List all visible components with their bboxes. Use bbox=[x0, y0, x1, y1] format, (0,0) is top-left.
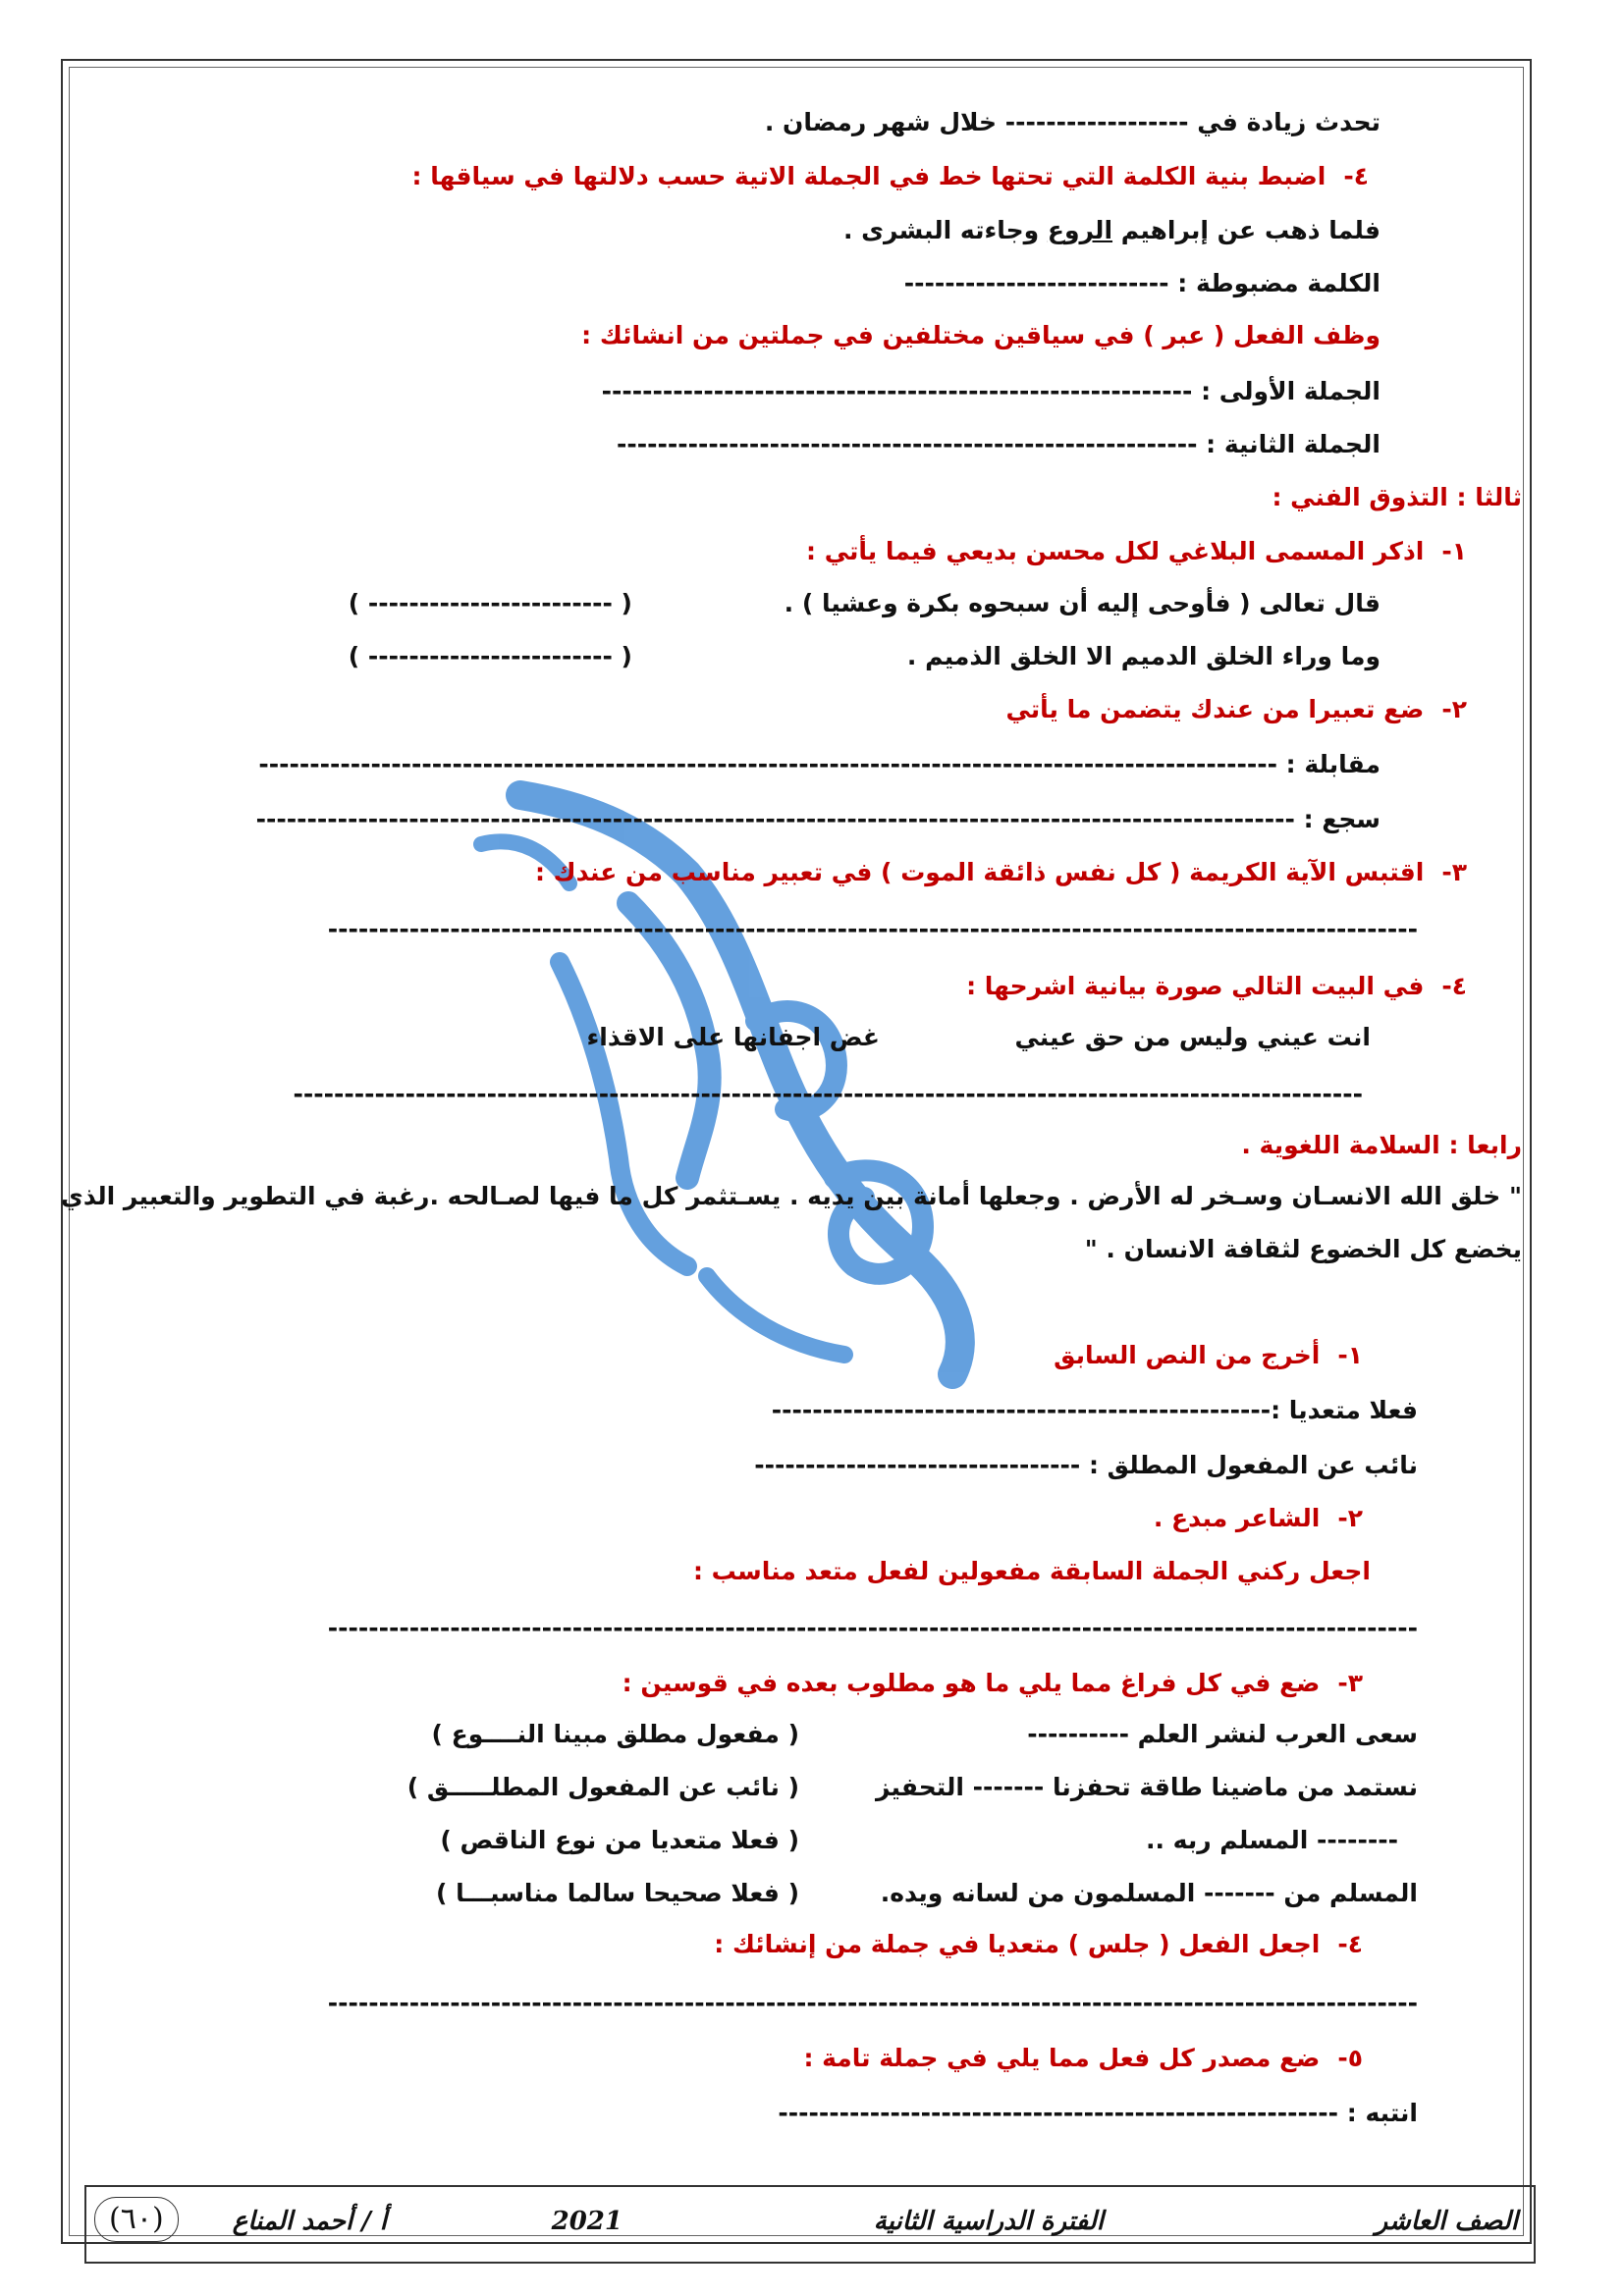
question-number: ١- bbox=[1337, 1341, 1363, 1369]
instruction-two-objects: اجعل ركني الجملة السابقة مفعولين لفعل متعد مناسب : bbox=[692, 1557, 1371, 1585]
question-text: الشاعر مبدع . bbox=[1153, 1504, 1321, 1532]
line-fill-ramadan: تحدث زيادة في ------------------ خلال شهر رمضان . bbox=[764, 108, 1380, 136]
blank-requirement-4: ( فعلا صحيحا سالما مناسبـــا ) bbox=[435, 1879, 799, 1907]
blank-requirement-1: ( مفعول مطلق مبينا النــــوع ) bbox=[431, 1720, 799, 1748]
footer-grade: الصف العاشر bbox=[1375, 2207, 1518, 2236]
answer-line-pay-attention[interactable]: انتبه : ------------------------------------------------------- bbox=[778, 2099, 1418, 2127]
answer-line-imagery[interactable]: --------------------------------------------------------------------------------------------------------- bbox=[293, 1080, 1363, 1108]
example-verse-1: قال تعالى ( فأوحى إليه أن سبحوه بكرة وعشيا ) . bbox=[784, 589, 1380, 617]
answer-bracket-2[interactable]: ( ------------------------ ) bbox=[348, 642, 632, 670]
question-text: اذكر المسمى البلاغي لكل محسن بديعي فيما يأتي : bbox=[806, 537, 1425, 565]
answer-line-transitive-verb[interactable]: فعلا متعديا :------------------------------------------------- bbox=[771, 1396, 1418, 1424]
blank-sentence-3[interactable]: -------- المسلم ربه .. bbox=[1145, 1826, 1398, 1854]
blank-sentence-4[interactable]: المسلم من ------- المسلمون من لسانه ويده. bbox=[880, 1879, 1418, 1907]
question-2-sentence bbox=[1154, 1502, 1363, 1535]
question-4-heading bbox=[412, 160, 1369, 193]
sentence-with-underline bbox=[843, 214, 1380, 247]
passage-line-1: " خلق الله الانسـان وسـخر له الأرض . وجعلها أمانة بين يديه . يسـتثمر كل ما فيها لصـالحه .رغبة في التطوير والتعبير الذي bbox=[60, 1182, 1522, 1210]
question-text: اضبط بنية الكلمة التي تحتها خط في الجملة الاتية حسب دلالتها في سياقها : bbox=[411, 162, 1326, 190]
question-number: ٢- bbox=[1441, 695, 1467, 723]
section-heading-language-accuracy: رابعا : السلامة اللغوية . bbox=[1241, 1131, 1522, 1159]
question-number: ٤- bbox=[1337, 1930, 1363, 1958]
question-text: اجعل الفعل ( جلس ) متعديا في جملة من إنشائك : bbox=[714, 1930, 1321, 1958]
question-text: ضع في كل فراغ مما يلي ما هو مطلوب بعده في قوسين : bbox=[622, 1669, 1321, 1697]
section-heading-artistic-taste: ثالثا : التذوق الفني : bbox=[1272, 483, 1522, 511]
footer-year: 2021 bbox=[551, 2207, 623, 2236]
answer-line-two-objects[interactable]: ----------------------------------------------------------------------------------------------------------- bbox=[327, 1614, 1418, 1642]
question-text: ضع تعبيرا من عندك يتضمن ما يأتي bbox=[1005, 695, 1425, 723]
question-number: ٤- bbox=[1343, 162, 1369, 190]
question-1-extract bbox=[1054, 1339, 1363, 1372]
passage-line-2: يخضع كل الخضوع لثقافة الانسان . " bbox=[1084, 1235, 1522, 1263]
answer-line-quote[interactable]: ----------------------------------------------------------------------------------------------------------- bbox=[327, 915, 1418, 943]
question-2-expression bbox=[1005, 693, 1467, 726]
sentence-part: وجاءته البشرى . bbox=[842, 216, 1048, 244]
page-number: (٦٠) bbox=[94, 2197, 179, 2242]
blank-sentence-2[interactable]: نستمد من ماضينا طاقة تحفزنا ------- التحفيز bbox=[875, 1773, 1418, 1801]
question-number: ٣- bbox=[1337, 1669, 1363, 1697]
answer-line-absolute-object-substitute[interactable]: نائب عن المفعول المطلق : -------------------------------- bbox=[754, 1451, 1418, 1479]
question-4-imagery bbox=[966, 970, 1467, 1003]
answer-line-rhyme[interactable]: سجع : ------------------------------------------------------------------------------------------------------ bbox=[255, 805, 1380, 833]
blank-sentence-1[interactable]: سعى العرب لنشر العلم ---------- bbox=[1027, 1720, 1418, 1748]
underlined-word: الروع bbox=[1047, 216, 1113, 244]
blank-requirement-2: ( نائب عن المفعول المطلـــــق ) bbox=[406, 1773, 799, 1801]
answer-bracket-1[interactable]: ( ------------------------ ) bbox=[348, 589, 632, 617]
question-text: اقتبس الآية الكريمة ( كل نفس ذائقة الموت ) في تعبير مناسب من عندك : bbox=[534, 858, 1425, 886]
question-1-rhetoric bbox=[806, 535, 1467, 568]
question-text: في البيت التالي صورة بيانية اشرحها : bbox=[966, 972, 1425, 1000]
sentence-part: فلما ذهب عن إبراهيم bbox=[1112, 216, 1380, 244]
question-number: ٥- bbox=[1337, 2044, 1363, 2072]
question-number: ٢- bbox=[1337, 1504, 1363, 1532]
answer-line-first-sentence[interactable]: الجملة الأولى : ---------------------------------------------------------- bbox=[601, 377, 1380, 405]
example-verse-2: وما وراء الخلق الدميم الا الخلق الذميم . bbox=[906, 642, 1380, 670]
question-3-fill-blanks bbox=[623, 1667, 1363, 1700]
question-4-transitive bbox=[714, 1928, 1363, 1961]
poem-second-hemistich: غض اجفانها على الاقذاء bbox=[586, 1023, 880, 1051]
question-number: ١- bbox=[1441, 537, 1467, 565]
question-5-infinitive bbox=[803, 2042, 1363, 2075]
footer-teacher: أ / أحمد المناع bbox=[232, 2207, 387, 2236]
answer-line-contrast[interactable]: مقابلة : ---------------------------------------------------------------------------------------------------- bbox=[258, 750, 1380, 778]
instruction-verb-usage: وظف الفعل ( عبر ) في سياقين مختلفين في جملتين من انشائك : bbox=[581, 321, 1380, 349]
question-3-quote-verse bbox=[535, 856, 1467, 889]
question-number: ٣- bbox=[1441, 858, 1467, 886]
question-text: أخرج من النص السابق bbox=[1054, 1341, 1321, 1369]
answer-line-second-sentence[interactable]: الجملة الثانية : --------------------------------------------------------- bbox=[617, 430, 1380, 458]
question-number: ٤- bbox=[1441, 972, 1467, 1000]
answer-line-transitive-sentence[interactable]: ----------------------------------------------------------------------------------------------------------- bbox=[327, 1989, 1418, 2017]
blank-requirement-3: ( فعلا متعديا من نوع الناقص ) bbox=[440, 1826, 799, 1854]
poem-first-hemistich: انت عيني وليس من حق عيني bbox=[1014, 1023, 1371, 1051]
answer-line-vocalized-word[interactable]: الكلمة مضبوطة : -------------------------- bbox=[903, 269, 1380, 297]
footer-term: الفترة الدراسية الثانية bbox=[873, 2207, 1104, 2236]
question-text: ضع مصدر كل فعل مما يلي في جملة تامة : bbox=[803, 2044, 1321, 2072]
